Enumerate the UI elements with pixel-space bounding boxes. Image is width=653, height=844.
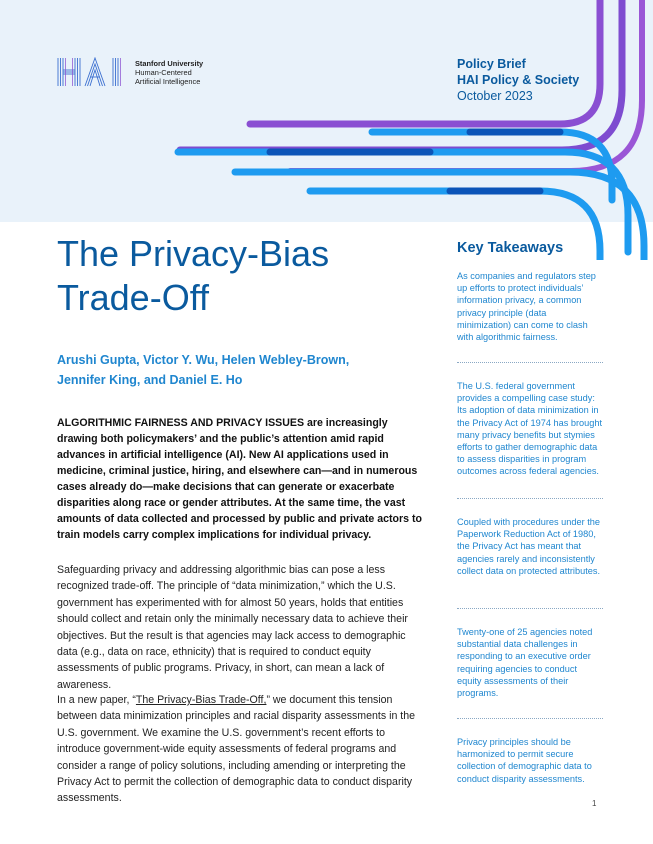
takeaway-item: As companies and regulators step up efforts to protect individuals’ information privacy, a common privacy principle (data minimization) can come to clash with algorithmic fairness. (457, 271, 596, 343)
para2-before: In a new paper, “ (57, 694, 136, 706)
takeaway-item: The U.S. federal government provides a compelling case study: Its adoption of data minimization in the Privacy Act of 1974 has brought many privacy benefits but stymies efforts to gather demographic data to assess disparities in program outcomes across federal agencies. (457, 381, 603, 477)
lead-paragraph: ALGORITHMIC FAIRNESS AND PRIVACY ISSUES are increasingly drawing both policymakers’ and the public’s attention amid rapid advances in artificial intelligence (AI). New AI applications used in medicine, criminal justice, hiring, and elsewhere can—and in numerous cases already do—make decisions that can generate or exacerbate disparities along race or gender attributes. At the same time, the vast amounts of data collected and processed by public and private actors to train models carry complex implications for individual privacy. (57, 417, 422, 541)
takeaway-divider (457, 608, 603, 609)
paper-link[interactable]: The Privacy-Bias Trade-Off, (135, 694, 267, 706)
takeaway-divider (457, 498, 603, 499)
page-number: 1 (592, 799, 597, 808)
takeaway-divider (457, 718, 603, 719)
body-paragraph-2 (57, 692, 429, 807)
logo-line3: Artificial Intelligence (135, 76, 201, 86)
logo-wordmark (135, 59, 203, 86)
key-takeaways-title: Key Takeaways (457, 240, 564, 256)
logo-university: Stanford University (135, 58, 204, 68)
page-title: The Privacy-Bias Trade-Off (57, 233, 330, 318)
brief-date: October 2023 (457, 89, 533, 103)
takeaway-item: Privacy principles should be harmonized to permit secure collection of demographic data to conduct disparity assessments. (457, 737, 592, 784)
brief-label (457, 56, 579, 104)
para2-after: ” we document this tension between data minimization principles and racial disparity assessments in the U.S. government. We examine the U.S. government’s recent efforts to introduce government-wide equity assessments of federal programs and consider a range of policy solutions, including amending or interpreting the Privacy Act to permit the collection of demographic data to conduct disparity assessments. (57, 694, 416, 805)
takeaway-item: Twenty-one of 25 agencies noted substantial data challenges in responding to an executive order requiring agencies to conduct equity assessments of their programs. (457, 627, 593, 699)
brief-type: Policy Brief (457, 57, 526, 71)
takeaway-divider (457, 362, 603, 363)
logo-line2: Human-Centered (135, 67, 192, 77)
takeaway-item: Coupled with procedures under the Paperwork Reduction Act of 1980, the Privacy Act has meant that agencies rarely and inconsistently collect data on protected attributes. (457, 517, 601, 576)
brief-series: HAI Policy & Society (457, 73, 580, 87)
decorative-stripes (0, 0, 653, 260)
hai-logo (57, 57, 203, 87)
hai-logo-mark-icon (57, 57, 127, 87)
body-paragraph-1: Safeguarding privacy and addressing algorithmic bias can pose a less recognized trade-off. The principle of “data minimization,” which the U.S. government has experimented with for almost 50 years, holds that entities should collect and retain only the minimally necessary data to achieve their objectives. But the result is that agencies may lack access to demographic data (e.g., data on race, ethnicity) that is required to conduct equity assessments of public programs. Privacy, in short, can mean a lack of awareness. (57, 564, 408, 691)
authors: Arushi Gupta, Victor Y. Wu, Helen Webley-Brown, Jennifer King, and Daniel E. Ho (57, 353, 350, 387)
